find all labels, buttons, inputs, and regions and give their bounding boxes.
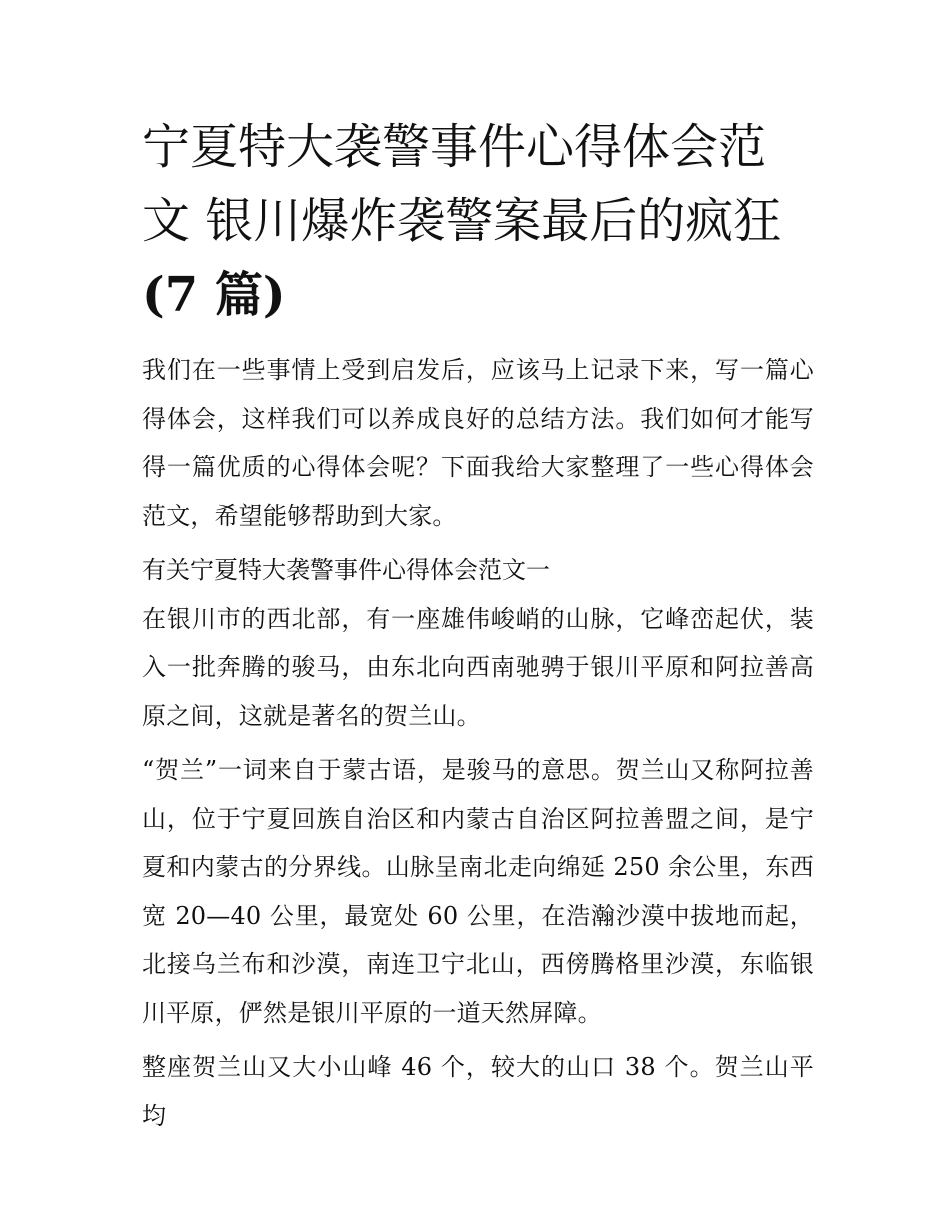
intro-paragraph: 我们在一些事情上受到启发后，应该马上记录下来，写一篇心得体会，这样我们可以养成良好的总结方法。我们如何才能写得一篇优质的心得体会呢？下面我给大家整理了一些心得体会范文，希望能够帮助到大家。 bbox=[142, 356, 814, 530]
body-paragraph-1: 在银川市的西北部，有一座雄伟峻峭的山脉，它峰峦起伏，装入一批奔腾的骏马，由东北向西南驰骋于银川平原和阿拉善高原之间，这就是著名的贺兰山。 bbox=[142, 604, 814, 730]
body-paragraph-3: 整座贺兰山又大小山峰 46 个，较大的山口 38 个。贺兰山平均 bbox=[142, 1053, 814, 1130]
title-line-3: (7 篇) bbox=[142, 267, 286, 323]
document-page bbox=[142, 110, 814, 1140]
title-line-2: 文 银川爆炸袭警案最后的疯狂 bbox=[142, 193, 782, 249]
section-heading: 有关宁夏特大袭警事件心得体会范文一 bbox=[142, 556, 550, 584]
document-title bbox=[142, 110, 814, 332]
body-paragraph-2: “贺兰”一词来自于蒙古语，是骏马的意思。贺兰山又称阿拉善山，位于宁夏回族自治区和内蒙古自治区阿拉善盟之间，是宁夏和内蒙古的分界线。山脉呈南北走向绵延 250 余公里，东西宽 20—40 公里，最宽处 60 公里，在浩瀚沙漠中拔地而起，北接乌兰布和沙漠，南连卫宁北山，西傍腾格里沙漠，东临银川平原，俨然是银川平原的一道天然屏障。 bbox=[142, 756, 814, 1027]
title-line-1: 宁夏特大袭警事件心得体会范 bbox=[142, 119, 767, 175]
